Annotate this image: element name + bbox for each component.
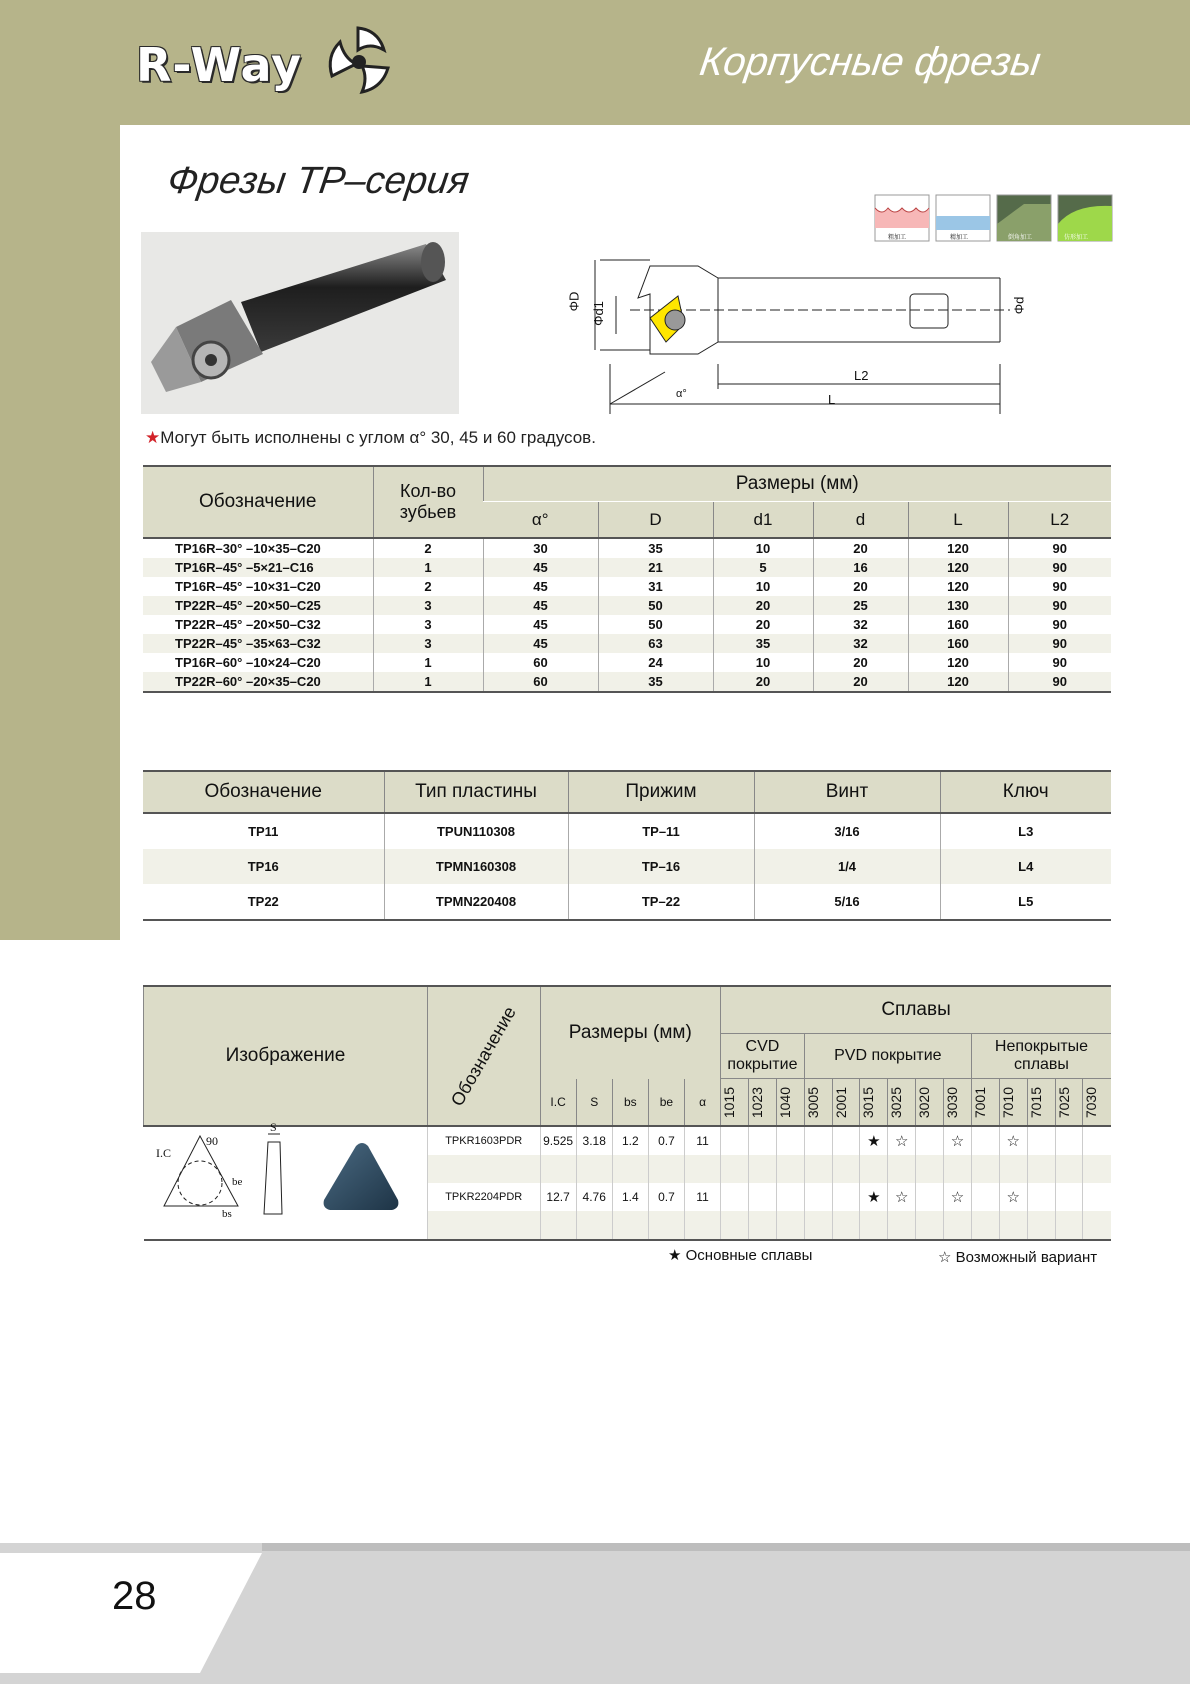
table-row bbox=[143, 615, 1111, 634]
cell-grade-mark bbox=[860, 1155, 888, 1183]
cell-grade-mark: ★ bbox=[860, 1183, 888, 1211]
label-bs: bs bbox=[222, 1208, 232, 1220]
cell-grade-mark bbox=[999, 1211, 1027, 1240]
cell-D: 21 bbox=[598, 558, 713, 577]
cell-alpha: 45 bbox=[483, 615, 598, 634]
cell-key: L4 bbox=[940, 849, 1111, 884]
page-number: 28 bbox=[112, 1574, 157, 1618]
cell-L2: 90 bbox=[1008, 538, 1111, 558]
cell-grade-mark bbox=[748, 1155, 776, 1183]
cell-dim: 4.76 bbox=[576, 1183, 612, 1211]
cell-grade-mark bbox=[1083, 1183, 1111, 1211]
insert-technical-drawing bbox=[150, 1120, 298, 1228]
cell-d: 20 bbox=[813, 672, 908, 692]
cell-grade-mark: ☆ bbox=[999, 1183, 1027, 1211]
icon-label-rough: 粗加工 bbox=[888, 235, 907, 241]
table-row bbox=[143, 634, 1111, 653]
grade-label: 7010 bbox=[999, 1086, 1016, 1118]
cell-alpha: 30 bbox=[483, 538, 598, 558]
cell-grade-mark bbox=[748, 1183, 776, 1211]
grade-label: 3005 bbox=[804, 1086, 821, 1118]
grade-label: 1015 bbox=[721, 1086, 738, 1118]
cell-grade-mark bbox=[776, 1211, 804, 1240]
header-dim-1: S bbox=[576, 1079, 612, 1126]
cell-grade-mark bbox=[804, 1211, 832, 1240]
cell-grade-mark: ☆ bbox=[999, 1126, 1027, 1155]
icon-label-profile: 仿形加工 bbox=[1064, 235, 1089, 241]
cell-clamp: TP–22 bbox=[568, 884, 754, 920]
header-uncoated: Непокрытые сплавы bbox=[971, 1034, 1111, 1079]
cell-L: 120 bbox=[908, 558, 1008, 577]
cell-L: 130 bbox=[908, 596, 1008, 615]
brand-logo-text: R-Way bbox=[136, 38, 303, 92]
cell-dim: 0.7 bbox=[648, 1183, 684, 1211]
cell-grade-mark bbox=[748, 1211, 776, 1240]
grade-label: 7025 bbox=[1055, 1086, 1072, 1118]
cell-dim bbox=[540, 1211, 576, 1240]
grade-label: 7001 bbox=[971, 1086, 988, 1118]
header-dim-0: I.C bbox=[540, 1079, 576, 1126]
cell-dim bbox=[540, 1155, 576, 1183]
table-row bbox=[143, 672, 1111, 692]
cell-grade-mark bbox=[776, 1126, 804, 1155]
cell-designation bbox=[427, 1211, 540, 1240]
table-row bbox=[143, 577, 1111, 596]
header-dim-4: α bbox=[684, 1079, 720, 1126]
cell-D: 63 bbox=[598, 634, 713, 653]
cell-dim: 1.4 bbox=[612, 1183, 648, 1211]
cell-dim: 9.525 bbox=[540, 1126, 576, 1155]
cell-screw: 1/4 bbox=[754, 849, 940, 884]
cell-d: 20 bbox=[813, 653, 908, 672]
header-alloys: Сплавы bbox=[721, 986, 1111, 1034]
header-screw: Винт bbox=[754, 771, 940, 813]
table-row bbox=[143, 849, 1111, 884]
cell-d1: 20 bbox=[713, 596, 813, 615]
grade-label: 1040 bbox=[776, 1086, 793, 1118]
header-dimensions: Размеры (мм) bbox=[483, 466, 1111, 502]
cell-alpha: 45 bbox=[483, 577, 598, 596]
header-dim-3: be bbox=[648, 1079, 684, 1126]
cell-grade-mark bbox=[832, 1183, 860, 1211]
table-row bbox=[143, 813, 1111, 849]
cell-D: 24 bbox=[598, 653, 713, 672]
cell-L2: 90 bbox=[1008, 596, 1111, 615]
cell-grade-mark bbox=[721, 1126, 749, 1155]
grade-label: 7030 bbox=[1083, 1086, 1100, 1118]
cell-grade-mark bbox=[832, 1126, 860, 1155]
header-insert-type: Тип пластины bbox=[384, 771, 568, 813]
cell-grade-mark bbox=[721, 1211, 749, 1240]
cell-key: L3 bbox=[940, 813, 1111, 849]
insert-parts-table bbox=[143, 770, 1111, 921]
table-row bbox=[143, 884, 1111, 920]
operation-icons bbox=[874, 194, 1114, 242]
label-angle: 90 bbox=[206, 1134, 218, 1148]
cell-grade-mark bbox=[832, 1155, 860, 1183]
cell-grade-mark bbox=[888, 1211, 916, 1240]
cell-teeth: 2 bbox=[373, 538, 483, 558]
cell-d1: 35 bbox=[713, 634, 813, 653]
cell-d1: 10 bbox=[713, 653, 813, 672]
page-title: Фрезы ТР–серия bbox=[165, 160, 472, 202]
cell-dim: 0.7 bbox=[648, 1126, 684, 1155]
grade-label: 3015 bbox=[860, 1086, 877, 1118]
header-clamp: Прижим bbox=[568, 771, 754, 813]
header-grade-3015 bbox=[860, 1079, 888, 1126]
cell-D: 50 bbox=[598, 615, 713, 634]
cell-grade-mark bbox=[999, 1155, 1027, 1183]
cell-L: 160 bbox=[908, 634, 1008, 653]
header-L: L bbox=[908, 502, 1008, 539]
product-photo bbox=[141, 232, 459, 414]
cell-designation bbox=[427, 1155, 540, 1183]
cell-dim: 12.7 bbox=[540, 1183, 576, 1211]
header-grade-3005 bbox=[804, 1079, 832, 1126]
cell-teeth: 3 bbox=[373, 596, 483, 615]
cell-grade-mark bbox=[971, 1126, 999, 1155]
cell-d: 32 bbox=[813, 634, 908, 653]
header-grade-2001 bbox=[832, 1079, 860, 1126]
header-grade-1023 bbox=[748, 1079, 776, 1126]
table-row bbox=[143, 558, 1111, 577]
cell-L2: 90 bbox=[1008, 653, 1111, 672]
cell-L: 160 bbox=[908, 615, 1008, 634]
cell-d: 32 bbox=[813, 615, 908, 634]
dim-label-alpha: α° bbox=[676, 388, 687, 400]
header-grade-3025 bbox=[888, 1079, 916, 1126]
cell-key: L5 bbox=[940, 884, 1111, 920]
cell-dim bbox=[576, 1211, 612, 1240]
cell-grade-mark bbox=[1027, 1155, 1055, 1183]
dim-label-d1: Φd1 bbox=[590, 301, 606, 326]
cell-grade-mark bbox=[776, 1183, 804, 1211]
cell-teeth: 3 bbox=[373, 615, 483, 634]
cell-grade-mark: ☆ bbox=[888, 1183, 916, 1211]
label-be: be bbox=[232, 1176, 243, 1188]
label-ic: I.C bbox=[156, 1146, 171, 1160]
grade-label: 3020 bbox=[916, 1086, 933, 1118]
cell-designation: TP11 bbox=[248, 824, 279, 839]
cell-teeth: 1 bbox=[373, 653, 483, 672]
filled-star-icon: ★ bbox=[668, 1247, 682, 1264]
legend-main bbox=[668, 1246, 812, 1264]
cell-insert-type: TPUN110308 bbox=[384, 813, 568, 849]
grade-label: 3030 bbox=[944, 1086, 961, 1118]
cell-D: 50 bbox=[598, 596, 713, 615]
cell-dim bbox=[684, 1211, 720, 1240]
cell-designation: TP22R–45° –35×63–C32 bbox=[143, 634, 373, 653]
cell-grade-mark: ☆ bbox=[944, 1183, 972, 1211]
cell-designation: TP16R–45° –5×21–C16 bbox=[143, 558, 373, 577]
cell-grade-mark bbox=[1055, 1183, 1083, 1211]
cell-designation: TP16R–45° –10×31–C20 bbox=[175, 579, 321, 594]
cell-d1: 5 bbox=[713, 558, 813, 577]
legend-opt-text: Возможный вариант bbox=[955, 1249, 1098, 1266]
grade-label: 7015 bbox=[1027, 1086, 1044, 1118]
cell-dim bbox=[648, 1155, 684, 1183]
cell-grade-mark bbox=[944, 1211, 972, 1240]
header-designation-cell bbox=[427, 986, 540, 1126]
cell-L: 120 bbox=[908, 538, 1008, 558]
table-row bbox=[143, 653, 1111, 672]
header-grade-7015 bbox=[1027, 1079, 1055, 1126]
cell-grade-mark bbox=[721, 1183, 749, 1211]
cell-alpha: 45 bbox=[483, 558, 598, 577]
insert-photo bbox=[300, 1128, 422, 1228]
angle-note bbox=[145, 428, 596, 448]
cell-alpha: 60 bbox=[483, 653, 598, 672]
header-designation: Обозначение bbox=[204, 781, 322, 802]
cell-teeth: 2 bbox=[373, 577, 483, 596]
cell-designation: TP16R–60° –10×24–C20 bbox=[175, 655, 321, 670]
cell-clamp: TP–16 bbox=[568, 849, 754, 884]
table-row bbox=[143, 538, 1111, 558]
cell-L2: 90 bbox=[1008, 615, 1111, 634]
tri-blade-logo-icon bbox=[318, 20, 400, 102]
header-key: Ключ bbox=[940, 771, 1111, 813]
header-grade-1040 bbox=[776, 1079, 804, 1126]
cell-grade-mark bbox=[916, 1126, 944, 1155]
cell-dim: 1.2 bbox=[612, 1126, 648, 1155]
legend-main-text: Основные сплавы bbox=[685, 1247, 813, 1264]
cell-dim: 11 bbox=[684, 1183, 720, 1211]
label-s: S bbox=[270, 1120, 277, 1134]
icon-label-finish: 精加工 bbox=[950, 235, 969, 241]
header-image: Изображение bbox=[144, 986, 428, 1126]
header-cvd: CVD покрытие bbox=[721, 1034, 805, 1079]
cell-teeth: 1 bbox=[373, 672, 483, 692]
cell-L2: 90 bbox=[1008, 672, 1111, 692]
cell-teeth: 3 bbox=[373, 634, 483, 653]
cell-grade-mark bbox=[971, 1183, 999, 1211]
cell-dim bbox=[576, 1155, 612, 1183]
cell-alpha: 60 bbox=[483, 672, 598, 692]
cell-d1: 20 bbox=[713, 672, 813, 692]
cell-alpha: 45 bbox=[483, 634, 598, 653]
cell-grade-mark bbox=[804, 1126, 832, 1155]
cell-grade-mark bbox=[721, 1155, 749, 1183]
cell-screw: 3/16 bbox=[754, 813, 940, 849]
cell-insert-type: TPMN160308 bbox=[384, 849, 568, 884]
cell-grade-mark: ★ bbox=[860, 1126, 888, 1155]
cell-grade-mark bbox=[916, 1155, 944, 1183]
cell-grade-mark bbox=[804, 1183, 832, 1211]
cell-grade-mark bbox=[1083, 1126, 1111, 1155]
cell-grade-mark bbox=[971, 1211, 999, 1240]
cell-d1: 20 bbox=[713, 615, 813, 634]
header-grade-3030 bbox=[944, 1079, 972, 1126]
cell-designation: TP22R–60° –20×35–C20 bbox=[143, 672, 373, 692]
dim-label-d: Φd bbox=[1011, 296, 1027, 315]
cell-dim bbox=[648, 1211, 684, 1240]
cell-grade-mark bbox=[832, 1211, 860, 1240]
note-text: Могут быть исполнены с углом α° 30, 45 и 60 градусов. bbox=[160, 428, 596, 447]
cell-grade-mark bbox=[748, 1126, 776, 1155]
section-title: Корпусные фрезы bbox=[696, 40, 1044, 84]
grade-label: 2001 bbox=[832, 1086, 849, 1118]
cell-dim: 3.18 bbox=[576, 1126, 612, 1155]
header-grade-7010 bbox=[999, 1079, 1027, 1126]
hollow-star-icon: ☆ bbox=[938, 1249, 952, 1266]
header-alpha: α° bbox=[531, 509, 549, 529]
cell-grade-mark bbox=[1027, 1183, 1055, 1211]
cell-d: 20 bbox=[813, 538, 908, 558]
cell-grade-mark: ☆ bbox=[944, 1126, 972, 1155]
cell-grade-mark bbox=[804, 1155, 832, 1183]
table-row bbox=[143, 596, 1111, 615]
dim-label-D: ΦD bbox=[566, 291, 582, 312]
cell-designation: TP22R–45° –20×50–C32 bbox=[175, 617, 321, 632]
cell-D: 31 bbox=[598, 577, 713, 596]
cell-designation: TP22 bbox=[247, 894, 279, 909]
header-dim-2: bs bbox=[612, 1079, 648, 1126]
cell-grade-mark bbox=[971, 1155, 999, 1183]
cell-grade-mark bbox=[916, 1211, 944, 1240]
cell-grade-mark bbox=[1027, 1126, 1055, 1155]
cell-designation: TPKR2204PDR bbox=[427, 1183, 540, 1211]
cell-d1: 10 bbox=[713, 577, 813, 596]
header-grade-7025 bbox=[1055, 1079, 1083, 1126]
header-d1: d1 bbox=[713, 502, 813, 539]
cell-d: 20 bbox=[813, 577, 908, 596]
cell-grade-mark bbox=[1055, 1126, 1083, 1155]
cell-grade-mark bbox=[860, 1211, 888, 1240]
cell-dim bbox=[612, 1155, 648, 1183]
dim-label-L2: L2 bbox=[854, 368, 869, 383]
header-grade-7030 bbox=[1083, 1079, 1111, 1126]
header-D: D bbox=[598, 502, 713, 539]
cell-grade-mark bbox=[1083, 1155, 1111, 1183]
cell-grade-mark: ☆ bbox=[888, 1126, 916, 1155]
header-L2: L2 bbox=[1008, 502, 1111, 539]
cell-L2: 90 bbox=[1008, 577, 1111, 596]
grade-label: 3025 bbox=[888, 1086, 905, 1118]
cell-grade-mark bbox=[1027, 1211, 1055, 1240]
dim-label-L: L bbox=[828, 392, 836, 407]
cell-L: 120 bbox=[908, 672, 1008, 692]
header-pvd: PVD покрытие bbox=[804, 1034, 971, 1079]
legend-optional bbox=[938, 1248, 1097, 1266]
note-star-icon: ★ bbox=[145, 428, 161, 447]
cell-designation: TPKR1603PDR bbox=[427, 1126, 540, 1155]
cell-clamp: TP–11 bbox=[568, 813, 754, 849]
cell-grade-mark bbox=[776, 1155, 804, 1183]
cell-grade-mark bbox=[1083, 1211, 1111, 1240]
technical-drawing bbox=[566, 254, 1027, 422]
cell-dim bbox=[684, 1155, 720, 1183]
cell-alpha: 45 bbox=[483, 596, 598, 615]
header-teeth: Кол-во зубьев bbox=[373, 466, 483, 538]
cell-grade-mark bbox=[1055, 1211, 1083, 1240]
header-designation: Обозначение bbox=[446, 1002, 520, 1109]
cell-dim bbox=[612, 1211, 648, 1240]
cell-L2: 90 bbox=[1008, 634, 1111, 653]
header-grade-3020 bbox=[916, 1079, 944, 1126]
header-grade-7001 bbox=[971, 1079, 999, 1126]
cell-L2: 90 bbox=[1008, 558, 1111, 577]
icon-label-chamfer: 倒角加工 bbox=[1008, 235, 1033, 241]
cell-D: 35 bbox=[598, 672, 713, 692]
grade-label: 1023 bbox=[748, 1086, 765, 1118]
cell-L: 120 bbox=[908, 653, 1008, 672]
cell-grade-mark bbox=[944, 1155, 972, 1183]
cell-designation: TP16R–30° –10×35–C20 bbox=[175, 541, 321, 556]
header-dimensions: Размеры (мм) bbox=[540, 986, 721, 1079]
cell-screw: 5/16 bbox=[754, 884, 940, 920]
cell-teeth: 1 bbox=[373, 558, 483, 577]
cell-designation: TP16 bbox=[143, 849, 384, 884]
cell-d1: 10 bbox=[713, 538, 813, 558]
cell-d: 16 bbox=[813, 558, 908, 577]
cell-L: 120 bbox=[908, 577, 1008, 596]
cell-d: 25 bbox=[813, 596, 908, 615]
cell-grade-mark bbox=[916, 1183, 944, 1211]
sidebar-band bbox=[0, 125, 120, 940]
header-d: d bbox=[813, 502, 908, 539]
footer-band bbox=[0, 1543, 1190, 1684]
cell-dim: 11 bbox=[684, 1126, 720, 1155]
cutter-dimensions-table bbox=[143, 465, 1111, 693]
cell-grade-mark bbox=[1055, 1155, 1083, 1183]
header-designation: Обозначение bbox=[198, 491, 317, 512]
cell-designation: TP22R–45° –20×50–C25 bbox=[143, 596, 373, 615]
header-grade-1015 bbox=[721, 1079, 749, 1126]
cell-grade-mark bbox=[888, 1155, 916, 1183]
cell-D: 35 bbox=[598, 538, 713, 558]
cell-insert-type: TPMN220408 bbox=[384, 884, 568, 920]
